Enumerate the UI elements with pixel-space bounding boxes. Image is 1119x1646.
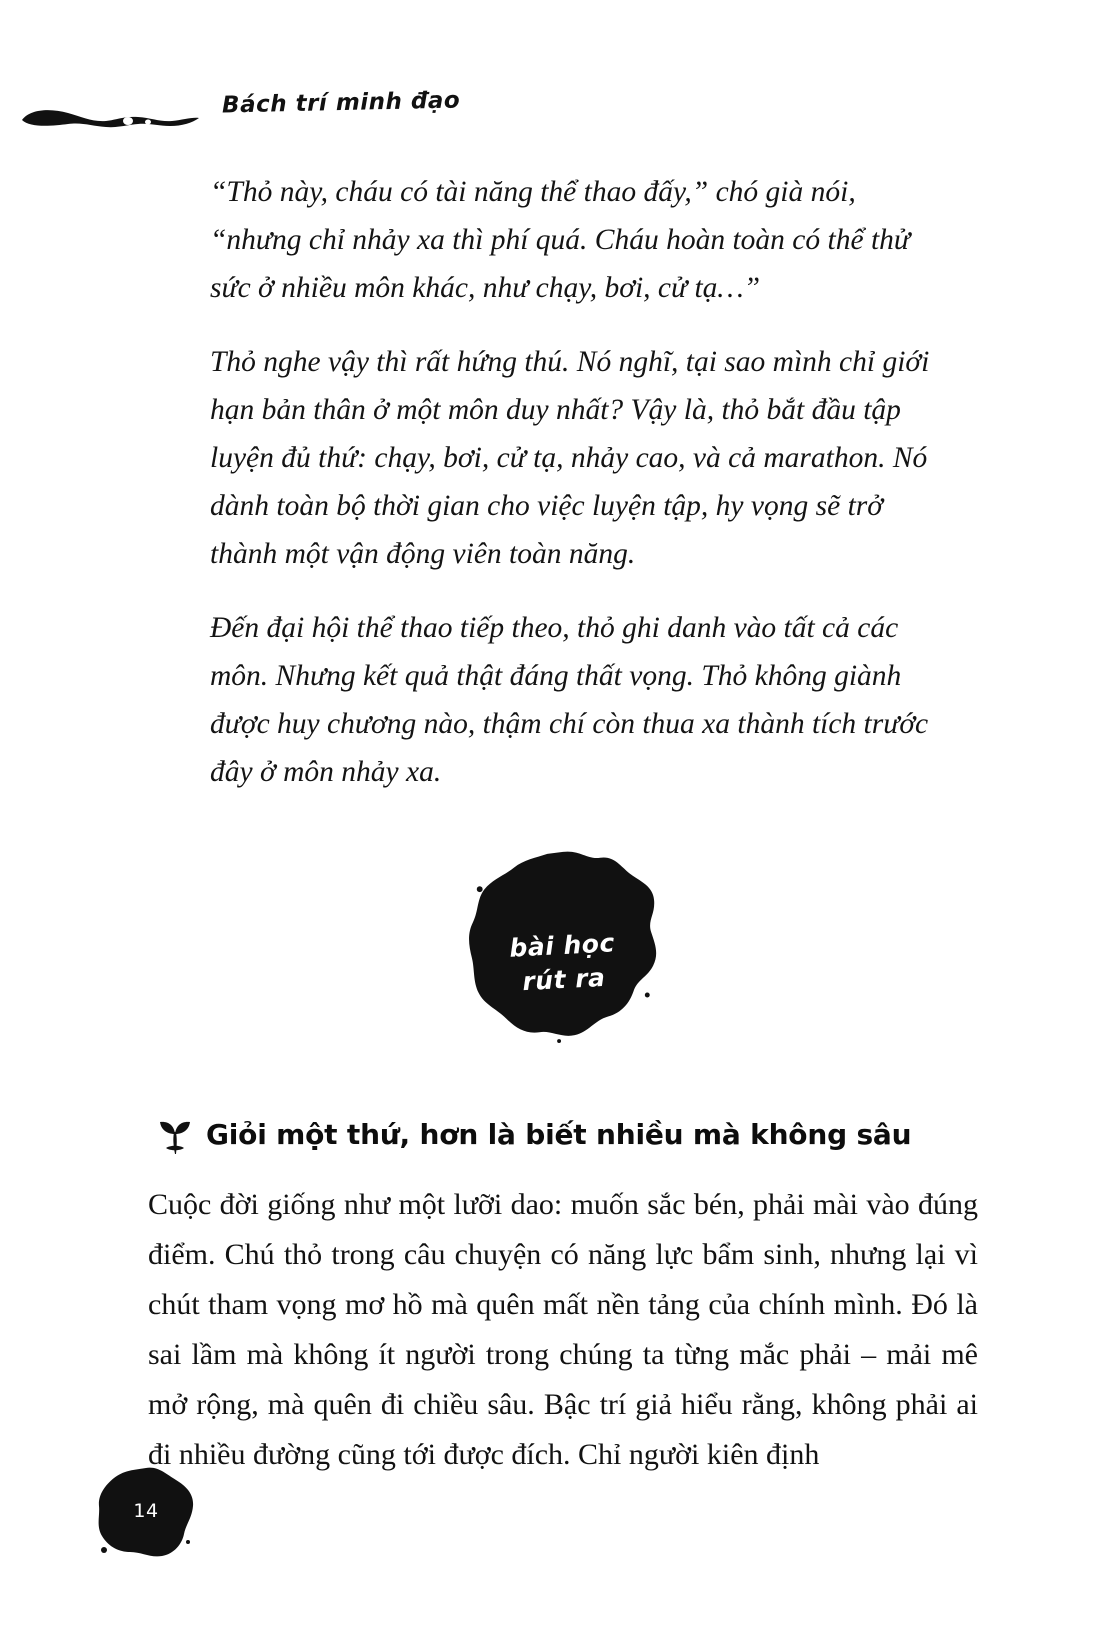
section-body (148, 1180, 978, 1480)
section-body-paragraph: Cuộc đời giống như một lưỡi dao: muốn sắc bén, phải mài vào đúng điểm. Chú thỏ trong câu chuyện có năng lực bẩm sinh, nhưng lại vì chút tham vọng mơ hồ mà quên mất nền tảng của chính mình. Đó là sai lầm mà không ít người trong chúng ta từng mắc phải – mải mê mở rộng, mà quên đi chiều sâu. Bậc trí giả hiểu rằng, không phải ai đi nhiều đường cũng tới được đích. Chỉ người kiên định (148, 1188, 978, 1471)
brush-stroke-icon (20, 106, 200, 132)
sprout-icon (158, 1114, 192, 1154)
lesson-seal (148, 838, 978, 1088)
page-content (148, 168, 978, 1480)
ink-blob-icon (465, 848, 661, 1044)
story-paragraph-2: Thỏ nghe vậy thì rất hứng thú. Nó nghĩ, tại sao mình chỉ giới hạn bản thân ở một môn duy nhất? Vậy là, thỏ bắt đầu tập luyện đủ thứ: chạy, bơi, cử tạ, nhảy cao, và cả marathon. Nó dành toàn bộ thời gian cho việc luyện tập, hy vọng sẽ trở thành một vận động viên toàn năng. (210, 346, 930, 570)
page-header (0, 88, 1119, 148)
page-number: 14 (133, 1500, 159, 1522)
seal-line-1: bài học (508, 928, 616, 963)
seal-line-2: rút ra (521, 962, 607, 997)
story-paragraph-3: Đến đại hội thể thao tiếp theo, thỏ ghi danh vào tất cả các môn. Nhưng kết quả thật đáng thất vọng. Thỏ không giành được huy chương nào, thậm chí còn thua xa thành tích trước đây ở môn nhảy xa. (210, 612, 929, 788)
story-paragraph-1: “Thỏ này, cháu có tài năng thể thao đấy,” chó già nói, “nhưng chỉ nhảy xa thì phí quá. Cháu hoàn toàn có thể thử sức ở nhiều môn khác, như chạy, bơi, cử tạ…” (210, 176, 910, 304)
running-title: Bách trí minh đạo (221, 87, 461, 119)
section-heading-row (158, 1114, 978, 1154)
story-quote-block (210, 168, 950, 796)
section-title: Giỏi một thứ, hơn là biết nhiều mà không sâu (206, 1117, 912, 1151)
